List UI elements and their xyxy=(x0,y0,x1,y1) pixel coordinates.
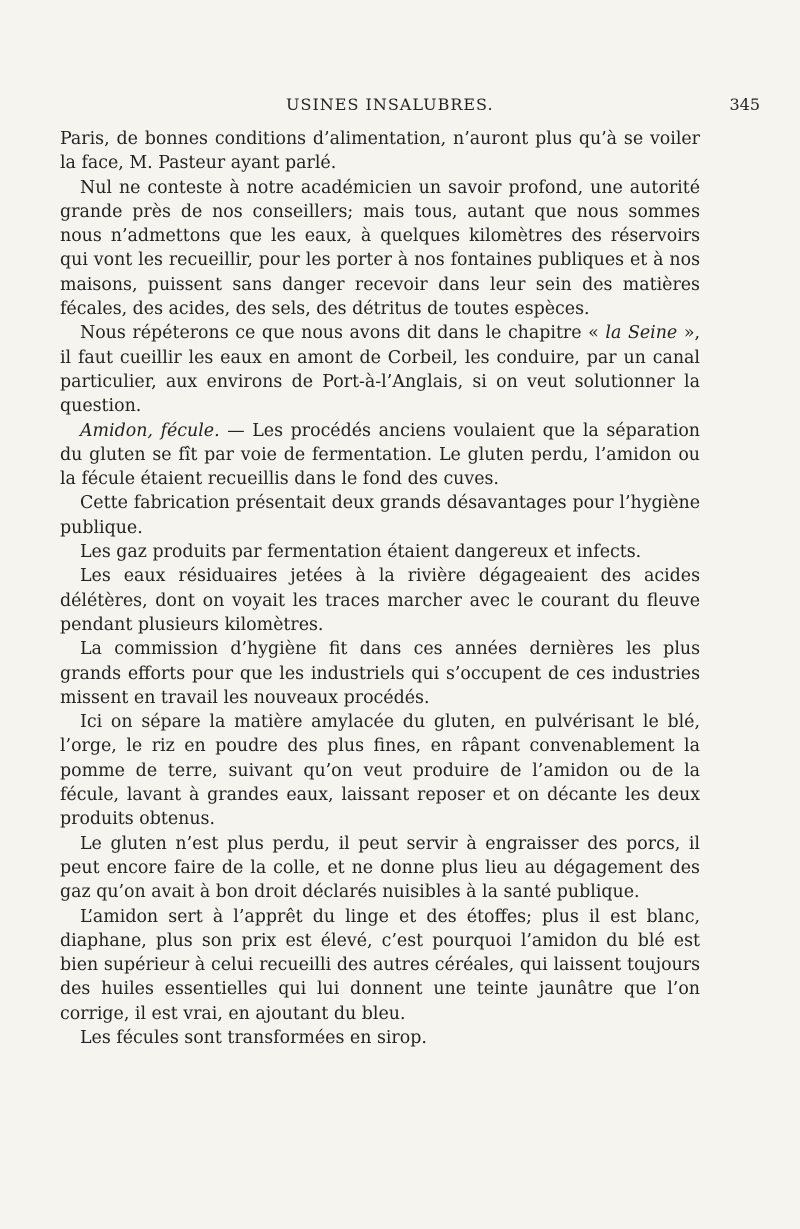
paragraph-4-heading: Amidon, fécule. xyxy=(80,420,220,441)
page-number: 345 xyxy=(729,95,760,114)
paragraph-10: Le gluten n’est plus perdu, il peut servir à engraisser des porcs, il peut encore faire de la colle, et ne donne plus lieu au dégagement des gaz qu’on avait à bon droit déclarés nuisibles à la santé publique. xyxy=(60,833,700,903)
paragraph-3-italic: la Seine xyxy=(605,323,678,344)
paragraph-1: Paris, de bonnes conditions d’alimentation, n’auront plus qu’à se voiler la face, M. Pasteur ayant parlé. xyxy=(60,129,700,174)
paragraph-6: Les gaz produits par fermentation étaient dangereux et infects. xyxy=(80,542,642,563)
paragraph-9: Ici on sépare la matière amylacée du gluten, en pulvérisant le blé, l’orge, le riz en poudre des plus fines, en râpant convenablement la pomme de terre, suivant qu’on veut produire de l’amidon ou de la fécule, lavant à grandes eaux, laissant reposer et on décante les deux produits obtenus. xyxy=(60,712,700,830)
paragraph-4 xyxy=(60,419,700,492)
paragraph-5: Cette fabrication présentait deux grands désavantages pour l’hygiène publique. xyxy=(60,493,700,538)
paragraph-3 xyxy=(60,321,700,418)
running-title: USINES INSALUBRES. xyxy=(286,95,494,114)
paragraph-8: La commission d’hygiène fit dans ces années dernières les plus grands efforts pour que les industriels qui s’occupent de ces industries missent en travail les nouveaux procédés. xyxy=(60,639,700,708)
body-text xyxy=(60,127,700,1050)
paragraph-3-text-before: Nous répéterons ce que nous avons dit dans le chapitre « xyxy=(80,323,606,344)
paragraph-2: Nul ne conteste à notre académicien un savoir profond, une autorité grande près de nos conseillers; mais tous, autant que nous sommes nous n’admettons que les eaux, à quelques kilomètres des réservoirs qui vont les recueillir, pour les porter à nos fontaines publiques et à nos maisons, puissent sans danger recevoir dans leur sein des matières fécales, des acides, des sels, des détritus de toutes espèces. xyxy=(60,177,700,320)
paragraph-7: Les eaux résiduaires jetées à la rivière dégageaient des acides délétères, dont on voyait les traces marcher avec le courant du fleuve pendant plusieurs kilomètres. xyxy=(60,566,700,635)
paragraph-12: Les fécules sont transformées en sirop. xyxy=(80,1027,427,1048)
paragraph-11: L’amidon sert à l’apprêt du linge et des étoffes; plus il est blanc, diaphane, plus son prix est élevé, c’est pourquoi l’amidon du blé est bien supérieur à celui recueilli des autres céréales, qui laissent toujours des huiles essentielles qui lui donnent une teinte jaunâtre que l’on corrige, il est vrai, en ajoutant du bleu. xyxy=(60,906,700,1024)
running-header xyxy=(60,95,760,119)
paragraph-4-text: — Les procédés anciens voulaient que la séparation du gluten se fît par voie de fermentation. Le gluten perdu, l’amidon ou la fécule étaient recueillis dans le fond des cuves. xyxy=(60,420,700,490)
paragraph-3-text-after: », il faut cueillir les eaux en amont de Corbeil, les conduire, par un canal particulier, aux environs de Port-à-l’Anglais, si on veut solutionner la question. xyxy=(60,323,700,417)
